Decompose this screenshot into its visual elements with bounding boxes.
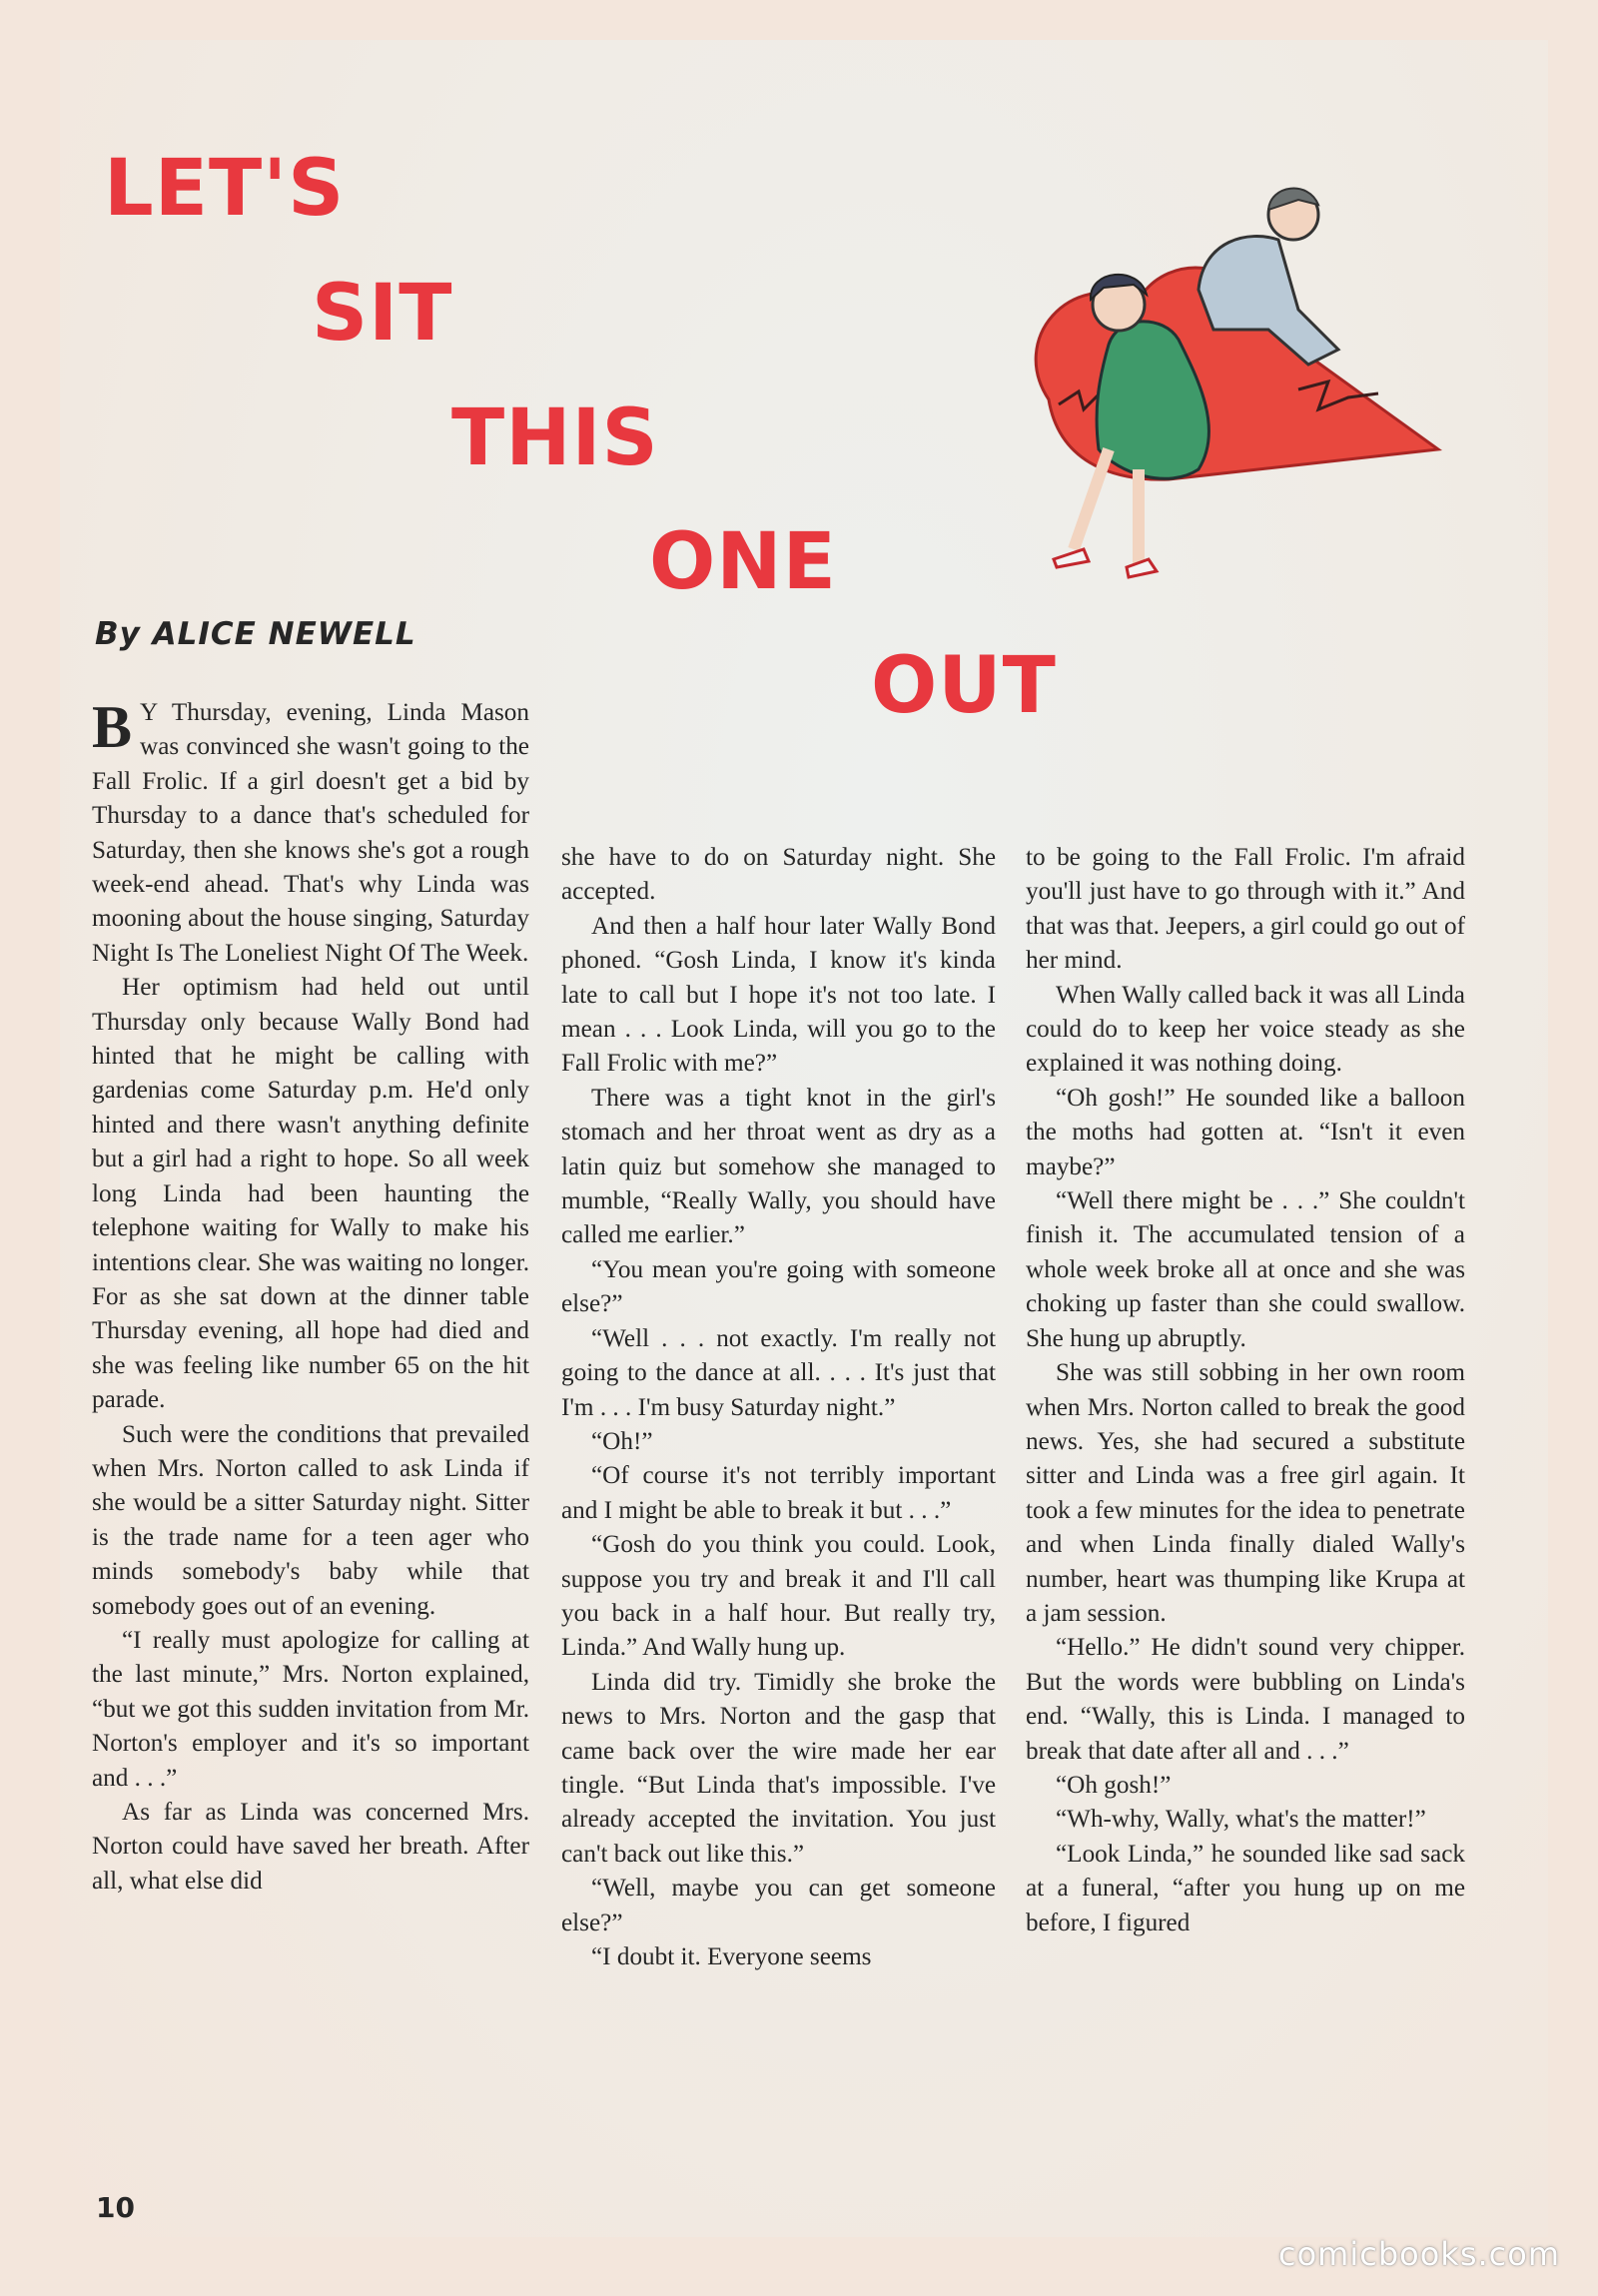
- paragraph: There was a tight knot in the girl's stomach and her throat went as dry as a latin quiz but somehow she managed to mumble, “Really Wally, you should have called me earlier.”: [561, 1084, 996, 1249]
- article-column-3: [1026, 841, 1465, 1940]
- title-word-lets: LET'S: [104, 144, 346, 234]
- paragraph: to be going to the Fall Frolic. I'm afraid you'll just have to go through with it.” And that was that. Jeepers, a girl could go out of her mind.: [1026, 844, 1465, 975]
- paragraph: “Well, maybe you can get someone else?”: [561, 1875, 996, 1936]
- paragraph: “Well there might be . . .” She couldn't finish it. The accumulated tension of a whole week broke all at once and she was choking up faster than she could swallow. She hung up abruptly.: [1026, 1187, 1465, 1352]
- paragraph: “Look Linda,” he sounded like sad sack at a funeral, “after you hung up on me before, I figured: [1026, 1840, 1465, 1936]
- paragraph: She was still sobbing in her own room when Mrs. Norton called to break the good news. Yes, she had secured a substitute sitter and Linda was a free girl again. It took a few minutes for the idea to penetrate and when Linda finally dialed Wally's number, heart was thumping like Krupa at a jam session.: [1026, 1359, 1465, 1627]
- title-word-sit: SIT: [312, 269, 453, 359]
- article-column-2: [561, 841, 996, 1974]
- paragraph: she have to do on Saturday night. She accepted.: [561, 844, 996, 906]
- paragraph: “You mean you're going with someone else?”: [561, 1255, 996, 1318]
- drop-cap: B: [92, 694, 133, 760]
- paragraph: “Oh gosh!” He sounded like a balloon the moths had gotten at. “Isn't it even maybe?”: [1026, 1084, 1465, 1180]
- paragraph: “I really must apologize for calling at the last minute,” Mrs. Norton explained, “but we got this sudden invitation from Mr. Norton's employer and it's so important and . . .”: [92, 1626, 529, 1792]
- paragraph: “Of course it's not terribly important and I might be able to break it but . . .”: [561, 1462, 996, 1524]
- paragraph: Linda did try. Timidly she broke the news to Mrs. Norton and the gasp that came back over the wire made her ear tingle. “But Linda that's impossible. I've already accepted the invitation. You just can't back out like this.”: [561, 1668, 996, 1868]
- paragraph: “Well . . . not exactly. I'm really not going to the dance at all. . . . It's just that I'm . . . I'm busy Saturday night.”: [561, 1324, 996, 1421]
- paragraph: When Wally called back it was all Linda could do to keep her voice steady as she explained it was nothing doing.: [1026, 981, 1465, 1078]
- title-word-out: OUT: [871, 641, 1057, 731]
- paragraph: [92, 696, 529, 971]
- watermark: comicbooks.com: [1278, 2235, 1561, 2273]
- paragraph: Her optimism had held out until Thursday only because Wally Bond had hinted that he might be calling with gardenias come Saturday p.m. He'd only hinted and there wasn't anything definite but a girl had a right to hope. So all week long Linda had been haunting the telephone waiting for Wally to make his intentions clear. She was waiting no longer. For as she sat down at the dinner table Thursday evening, all hope had died and she was feeling like number 65 on the hit parade.: [92, 974, 529, 1414]
- byline: By ALICE NEWELL: [95, 616, 416, 652]
- paragraph: And then a half hour later Wally Bond phoned. “Gosh Linda, I know it's kinda late to call but I hope it's not too late. I mean . . . Look Linda, will you go to the Fall Frolic with me?”: [561, 912, 996, 1078]
- title-word-one: ONE: [649, 517, 837, 607]
- paragraph: “Gosh do you think you could. Look, suppose you try and break it and I'll call you back in a half hour. But really try, Linda.” And Wally hung up.: [561, 1531, 996, 1662]
- paragraph: As far as Linda was concerned Mrs. Norton could have saved her breath. After all, what else did: [92, 1799, 529, 1895]
- paragraph: “I doubt it. Everyone seems: [591, 1943, 872, 1970]
- paragraph: “Oh!”: [591, 1427, 653, 1455]
- title-word-this: THIS: [451, 393, 659, 483]
- article-column-1: [92, 696, 529, 1899]
- paragraph-text: Y Thursday, evening, Linda Mason was convinced she wasn't going to the Fall Frolic. If a girl doesn't get a bid by Thursday to a dance that's scheduled for Saturday, then she knows she's got a rough week-end ahead. That's why Linda was mooning about the house singing, Saturday Night Is The Loneliest Night Of The Week.: [92, 699, 529, 967]
- page-number: 10: [96, 2191, 135, 2224]
- couple-on-heart-illustration: [999, 170, 1468, 609]
- paragraph: Such were the conditions that prevailed when Mrs. Norton called to ask Linda if she would be a sitter Saturday night. Sitter is the trade name for a teen ager who minds somebody's baby while that somebody goes out of an evening.: [92, 1420, 529, 1620]
- paragraph: “Hello.” He didn't sound very chipper. But the words were bubbling on Linda's end. “Wally, this is Linda. I managed to break that date after all and . . .”: [1026, 1634, 1465, 1765]
- paragraph: “Oh gosh!”: [1056, 1771, 1172, 1799]
- paragraph: “Wh-why, Wally, what's the matter!”: [1056, 1806, 1426, 1834]
